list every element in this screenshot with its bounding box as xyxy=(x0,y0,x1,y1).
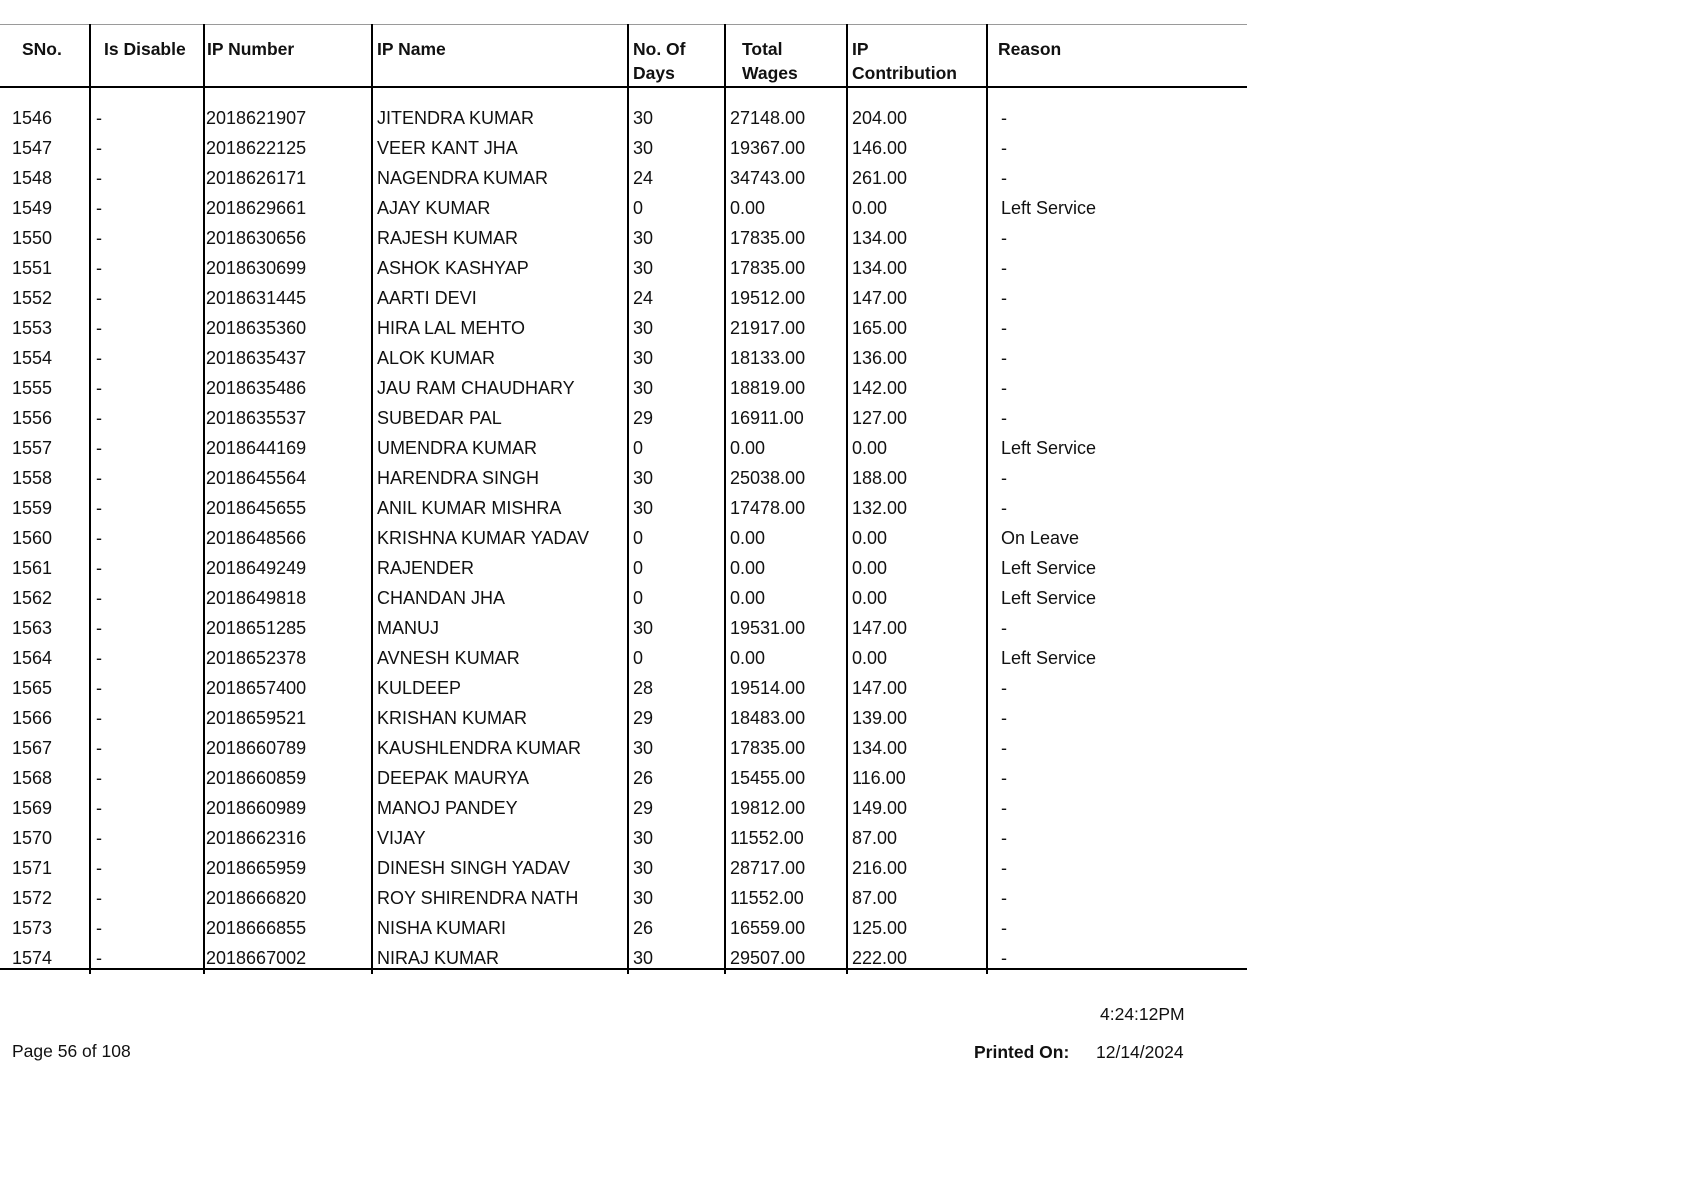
table-row xyxy=(0,763,1247,793)
cell-ip-name: DINESH SINGH YADAV xyxy=(377,858,571,878)
cell-ip-name: KULDEEP xyxy=(377,678,462,698)
cell-ip-number: 2018649818 xyxy=(206,588,307,608)
cell-ip-name: AVNESH KUMAR xyxy=(377,648,520,668)
cell-wages: 0.00 xyxy=(730,558,766,578)
cell-disable: - xyxy=(96,138,102,158)
cell-disable: - xyxy=(96,408,102,428)
cell-days: 28 xyxy=(633,678,654,698)
cell-disable: - xyxy=(96,798,102,818)
cell-reason: - xyxy=(1001,318,1007,338)
cell-ip-name: VIJAY xyxy=(377,828,426,848)
cell-reason: Left Service xyxy=(1001,438,1097,458)
cell-contribution: 134.00 xyxy=(852,258,908,278)
table-top-rule xyxy=(0,24,1247,25)
cell-sno: 1564 xyxy=(12,648,53,668)
cell-ip-name: JITENDRA KUMAR xyxy=(377,108,535,128)
cell-sno: 1568 xyxy=(12,768,53,788)
cell-reason: - xyxy=(1001,288,1007,308)
cell-ip-name: VEER KANT JHA xyxy=(377,138,518,158)
table-row xyxy=(0,553,1247,583)
cell-ip-name: KRISHAN KUMAR xyxy=(377,708,528,728)
cell-reason: - xyxy=(1001,768,1007,788)
cell-disable: - xyxy=(96,348,102,368)
table-row xyxy=(0,673,1247,703)
cell-ip-number: 2018666855 xyxy=(206,918,307,938)
cell-wages: 11552.00 xyxy=(730,828,804,848)
cell-wages: 25038.00 xyxy=(730,468,806,488)
column-header-sno: SNo. xyxy=(22,39,62,59)
cell-disable: - xyxy=(96,948,102,968)
cell-reason: - xyxy=(1001,258,1007,278)
cell-ip-name: NISHA KUMARI xyxy=(377,918,507,938)
cell-sno: 1562 xyxy=(12,588,53,608)
cell-ip-name: DEEPAK MAURYA xyxy=(377,768,530,788)
cell-ip-name: NIRAJ KUMAR xyxy=(377,948,500,968)
cell-ip-name: CHANDAN JHA xyxy=(377,588,506,608)
cell-disable: - xyxy=(96,498,102,518)
cell-ip-name: HARENDRA SINGH xyxy=(377,468,540,488)
cell-days: 29 xyxy=(633,708,654,728)
cell-wages: 0.00 xyxy=(730,588,766,608)
cell-sno: 1551 xyxy=(12,258,53,278)
cell-sno: 1554 xyxy=(12,348,53,368)
cell-sno: 1561 xyxy=(12,558,53,578)
cell-ip-number: 2018649249 xyxy=(206,558,307,578)
cell-ip-number: 2018621907 xyxy=(206,108,307,128)
cell-ip-number: 2018645564 xyxy=(206,468,307,488)
cell-days: 0 xyxy=(633,588,644,608)
cell-wages: 18819.00 xyxy=(730,378,806,398)
cell-ip-number: 2018635486 xyxy=(206,378,307,398)
cell-contribution: 146.00 xyxy=(852,138,908,158)
cell-contribution: 147.00 xyxy=(852,618,908,638)
cell-disable: - xyxy=(96,318,102,338)
cell-ip-number: 2018666820 xyxy=(206,888,307,908)
cell-ip-number: 2018644169 xyxy=(206,438,307,458)
cell-contribution: 204.00 xyxy=(852,108,908,128)
cell-wages: 18133.00 xyxy=(730,348,806,368)
printed-on-label: Printed On: xyxy=(974,1042,1070,1062)
cell-wages: 17835.00 xyxy=(730,258,806,278)
cell-ip-name: KAUSHLENDRA KUMAR xyxy=(377,738,582,758)
cell-reason: - xyxy=(1001,348,1007,368)
cell-contribution: 216.00 xyxy=(852,858,908,878)
table-row xyxy=(0,313,1247,343)
cell-wages: 19514.00 xyxy=(730,678,806,698)
cell-sno: 1569 xyxy=(12,798,53,818)
cell-reason: - xyxy=(1001,918,1007,938)
cell-wages: 0.00 xyxy=(730,528,766,548)
cell-reason: Left Service xyxy=(1001,648,1097,668)
cell-disable: - xyxy=(96,288,102,308)
cell-ip-name: RAJENDER xyxy=(377,558,475,578)
printed-time: 4:24:12PM xyxy=(1100,1004,1185,1024)
column-header-disable: Is Disable xyxy=(104,39,186,59)
table-row xyxy=(0,943,1247,973)
cell-reason: - xyxy=(1001,378,1007,398)
cell-reason: - xyxy=(1001,798,1007,818)
cell-disable: - xyxy=(96,228,102,248)
cell-sno: 1571 xyxy=(12,858,53,878)
cell-days: 30 xyxy=(633,378,654,398)
table-row xyxy=(0,103,1247,133)
cell-days: 29 xyxy=(633,408,654,428)
cell-wages: 19512.00 xyxy=(730,288,806,308)
cell-wages: 17478.00 xyxy=(730,498,806,518)
table-row xyxy=(0,913,1247,943)
cell-wages: 16559.00 xyxy=(730,918,806,938)
cell-wages: 19531.00 xyxy=(730,618,806,638)
cell-ip-number: 2018652378 xyxy=(206,648,307,668)
cell-disable: - xyxy=(96,678,102,698)
cell-ip-name: MANOJ PANDEY xyxy=(377,798,518,818)
cell-days: 26 xyxy=(633,768,654,788)
cell-reason: - xyxy=(1001,738,1007,758)
cell-contribution: 188.00 xyxy=(852,468,908,488)
cell-reason: - xyxy=(1001,888,1007,908)
table-row xyxy=(0,193,1247,223)
cell-disable: - xyxy=(96,828,102,848)
cell-sno: 1563 xyxy=(12,618,53,638)
cell-reason: - xyxy=(1001,108,1007,128)
cell-days: 30 xyxy=(633,228,654,248)
cell-contribution: 136.00 xyxy=(852,348,908,368)
table-row xyxy=(0,583,1247,613)
column-header-contribution: IP Contribution xyxy=(852,39,957,83)
table-row xyxy=(0,373,1247,403)
cell-reason: - xyxy=(1001,228,1007,248)
cell-ip-name: MANUJ xyxy=(377,618,439,638)
column-header-ip-number: IP Number xyxy=(207,39,295,59)
cell-contribution: 127.00 xyxy=(852,408,908,428)
cell-sno: 1559 xyxy=(12,498,53,518)
cell-sno: 1557 xyxy=(12,438,53,458)
page-number: Page 56 of 108 xyxy=(12,1041,131,1061)
cell-sno: 1574 xyxy=(12,948,53,968)
cell-sno: 1549 xyxy=(12,198,53,218)
cell-sno: 1560 xyxy=(12,528,53,548)
cell-contribution: 0.00 xyxy=(852,438,888,458)
cell-days: 30 xyxy=(633,738,654,758)
cell-ip-name: ALOK KUMAR xyxy=(377,348,496,368)
cell-wages: 0.00 xyxy=(730,438,766,458)
cell-ip-name: ROY SHIRENDRA NATH xyxy=(377,888,579,908)
cell-ip-number: 2018622125 xyxy=(206,138,307,158)
cell-contribution: 0.00 xyxy=(852,198,888,218)
cell-contribution: 147.00 xyxy=(852,678,908,698)
cell-ip-number: 2018645655 xyxy=(206,498,307,518)
cell-days: 24 xyxy=(633,168,654,188)
cell-contribution: 0.00 xyxy=(852,588,888,608)
cell-sno: 1570 xyxy=(12,828,53,848)
cell-sno: 1558 xyxy=(12,468,53,488)
cell-ip-number: 2018629661 xyxy=(206,198,307,218)
cell-ip-number: 2018631445 xyxy=(206,288,307,308)
table-row xyxy=(0,703,1247,733)
cell-ip-number: 2018667002 xyxy=(206,948,307,968)
table-row xyxy=(0,283,1247,313)
cell-sno: 1552 xyxy=(12,288,53,308)
cell-contribution: 139.00 xyxy=(852,708,908,728)
cell-days: 30 xyxy=(633,948,654,968)
cell-disable: - xyxy=(96,438,102,458)
cell-contribution: 261.00 xyxy=(852,168,908,188)
cell-reason: - xyxy=(1001,498,1007,518)
table-row xyxy=(0,133,1247,163)
cell-ip-name: JAU RAM CHAUDHARY xyxy=(377,378,575,398)
cell-wages: 11552.00 xyxy=(730,888,804,908)
table-row xyxy=(0,253,1247,283)
cell-ip-number: 2018630699 xyxy=(206,258,307,278)
cell-sno: 1553 xyxy=(12,318,53,338)
table-row xyxy=(0,793,1247,823)
cell-wages: 17835.00 xyxy=(730,738,806,758)
cell-days: 30 xyxy=(633,258,654,278)
table-row xyxy=(0,403,1247,433)
cell-ip-number: 2018626171 xyxy=(206,168,307,188)
cell-disable: - xyxy=(96,588,102,608)
cell-days: 30 xyxy=(633,828,654,848)
cell-ip-name: AARTI DEVI xyxy=(377,288,477,308)
cell-days: 29 xyxy=(633,798,654,818)
column-header-wages: Total Wages xyxy=(742,39,798,83)
table-row xyxy=(0,643,1247,673)
cell-days: 30 xyxy=(633,138,654,158)
header-separator xyxy=(0,86,1247,88)
cell-contribution: 87.00 xyxy=(852,828,898,848)
cell-days: 26 xyxy=(633,918,654,938)
cell-ip-number: 2018659521 xyxy=(206,708,307,728)
cell-days: 0 xyxy=(633,438,644,458)
cell-ip-number: 2018660789 xyxy=(206,738,307,758)
cell-ip-name: UMENDRA KUMAR xyxy=(377,438,538,458)
cell-contribution: 222.00 xyxy=(852,948,908,968)
cell-ip-number: 2018662316 xyxy=(206,828,307,848)
cell-ip-number: 2018651285 xyxy=(206,618,307,638)
cell-reason: - xyxy=(1001,618,1007,638)
table-row xyxy=(0,523,1247,553)
cell-disable: - xyxy=(96,618,102,638)
cell-contribution: 134.00 xyxy=(852,228,908,248)
cell-days: 24 xyxy=(633,288,654,308)
cell-wages: 0.00 xyxy=(730,648,766,668)
cell-disable: - xyxy=(96,528,102,548)
table-row xyxy=(0,463,1247,493)
cell-wages: 16911.00 xyxy=(730,408,804,428)
cell-reason: - xyxy=(1001,828,1007,848)
cell-disable: - xyxy=(96,168,102,188)
cell-disable: - xyxy=(96,198,102,218)
cell-disable: - xyxy=(96,108,102,128)
cell-wages: 21917.00 xyxy=(730,318,806,338)
cell-ip-number: 2018648566 xyxy=(206,528,307,548)
cell-disable: - xyxy=(96,738,102,758)
table-row xyxy=(0,853,1247,883)
table-row xyxy=(0,433,1247,463)
cell-reason: Left Service xyxy=(1001,198,1097,218)
cell-ip-name: HIRA LAL MEHTO xyxy=(377,318,526,338)
table-row xyxy=(0,343,1247,373)
cell-sno: 1566 xyxy=(12,708,53,728)
cell-disable: - xyxy=(96,378,102,398)
cell-contribution: 134.00 xyxy=(852,738,908,758)
cell-disable: - xyxy=(96,258,102,278)
column-header-ip-name: IP Name xyxy=(377,39,446,59)
cell-ip-name: NAGENDRA KUMAR xyxy=(377,168,549,188)
cell-contribution: 0.00 xyxy=(852,558,888,578)
cell-sno: 1556 xyxy=(12,408,53,428)
cell-days: 30 xyxy=(633,618,654,638)
cell-contribution: 0.00 xyxy=(852,528,888,548)
cell-wages: 18483.00 xyxy=(730,708,806,728)
cell-contribution: 132.00 xyxy=(852,498,908,518)
cell-disable: - xyxy=(96,768,102,788)
cell-wages: 19367.00 xyxy=(730,138,806,158)
cell-sno: 1555 xyxy=(12,378,53,398)
cell-disable: - xyxy=(96,558,102,578)
cell-disable: - xyxy=(96,858,102,878)
cell-ip-number: 2018660989 xyxy=(206,798,307,818)
cell-days: 30 xyxy=(633,888,654,908)
table-row xyxy=(0,733,1247,763)
cell-disable: - xyxy=(96,918,102,938)
cell-wages: 17835.00 xyxy=(730,228,806,248)
cell-contribution: 165.00 xyxy=(852,318,908,338)
table-row xyxy=(0,223,1247,253)
cell-reason: - xyxy=(1001,708,1007,728)
cell-wages: 15455.00 xyxy=(730,768,806,788)
column-header-days: No. Of Days xyxy=(633,39,686,83)
cell-sno: 1550 xyxy=(12,228,53,248)
cell-ip-number: 2018635360 xyxy=(206,318,307,338)
cell-ip-name: ASHOK KASHYAP xyxy=(377,258,529,278)
cell-contribution: 149.00 xyxy=(852,798,908,818)
cell-wages: 34743.00 xyxy=(730,168,806,188)
cell-contribution: 147.00 xyxy=(852,288,908,308)
cell-days: 0 xyxy=(633,528,644,548)
cell-reason: Left Service xyxy=(1001,588,1097,608)
cell-disable: - xyxy=(96,648,102,668)
cell-disable: - xyxy=(96,888,102,908)
cell-wages: 19812.00 xyxy=(730,798,806,818)
cell-contribution: 142.00 xyxy=(852,378,908,398)
column-header-reason: Reason xyxy=(998,39,1062,59)
cell-contribution: 0.00 xyxy=(852,648,888,668)
cell-ip-name: AJAY KUMAR xyxy=(377,198,491,218)
cell-wages: 29507.00 xyxy=(730,948,806,968)
cell-sno: 1572 xyxy=(12,888,53,908)
cell-ip-name: RAJESH KUMAR xyxy=(377,228,519,248)
cell-days: 30 xyxy=(633,348,654,368)
cell-days: 30 xyxy=(633,498,654,518)
cell-disable: - xyxy=(96,708,102,728)
cell-days: 0 xyxy=(633,198,644,218)
cell-days: 30 xyxy=(633,858,654,878)
cell-reason: - xyxy=(1001,408,1007,428)
cell-sno: 1565 xyxy=(12,678,53,698)
cell-sno: 1567 xyxy=(12,738,53,758)
cell-reason: - xyxy=(1001,138,1007,158)
cell-ip-name: SUBEDAR PAL xyxy=(377,408,502,428)
table-row xyxy=(0,823,1247,853)
cell-wages: 0.00 xyxy=(730,198,766,218)
cell-reason: - xyxy=(1001,168,1007,188)
cell-reason: On Leave xyxy=(1001,528,1080,548)
cell-ip-number: 2018630656 xyxy=(206,228,307,248)
cell-ip-name: KRISHNA KUMAR YADAV xyxy=(377,528,590,548)
cell-reason: Left Service xyxy=(1001,558,1097,578)
cell-sno: 1548 xyxy=(12,168,53,188)
cell-contribution: 125.00 xyxy=(852,918,908,938)
cell-days: 30 xyxy=(633,108,654,128)
cell-ip-number: 2018660859 xyxy=(206,768,307,788)
cell-ip-number: 2018635537 xyxy=(206,408,307,428)
printed-on-date: 12/14/2024 xyxy=(1096,1042,1184,1062)
cell-reason: - xyxy=(1001,948,1007,968)
cell-sno: 1547 xyxy=(12,138,53,158)
cell-contribution: 116.00 xyxy=(852,768,906,788)
cell-days: 30 xyxy=(633,318,654,338)
table-row xyxy=(0,163,1247,193)
table-row xyxy=(0,883,1247,913)
cell-reason: - xyxy=(1001,858,1007,878)
cell-ip-number: 2018635437 xyxy=(206,348,307,368)
cell-ip-number: 2018657400 xyxy=(206,678,307,698)
cell-ip-number: 2018665959 xyxy=(206,858,307,878)
cell-ip-name: ANIL KUMAR MISHRA xyxy=(377,498,562,518)
cell-sno: 1546 xyxy=(12,108,53,128)
cell-reason: - xyxy=(1001,468,1007,488)
cell-sno: 1573 xyxy=(12,918,53,938)
table-row xyxy=(0,493,1247,523)
cell-contribution: 87.00 xyxy=(852,888,898,908)
cell-wages: 27148.00 xyxy=(730,108,806,128)
cell-days: 0 xyxy=(633,648,644,668)
cell-days: 30 xyxy=(633,468,654,488)
cell-reason: - xyxy=(1001,678,1007,698)
cell-disable: - xyxy=(96,468,102,488)
table-row xyxy=(0,613,1247,643)
cell-days: 0 xyxy=(633,558,644,578)
cell-wages: 28717.00 xyxy=(730,858,806,878)
